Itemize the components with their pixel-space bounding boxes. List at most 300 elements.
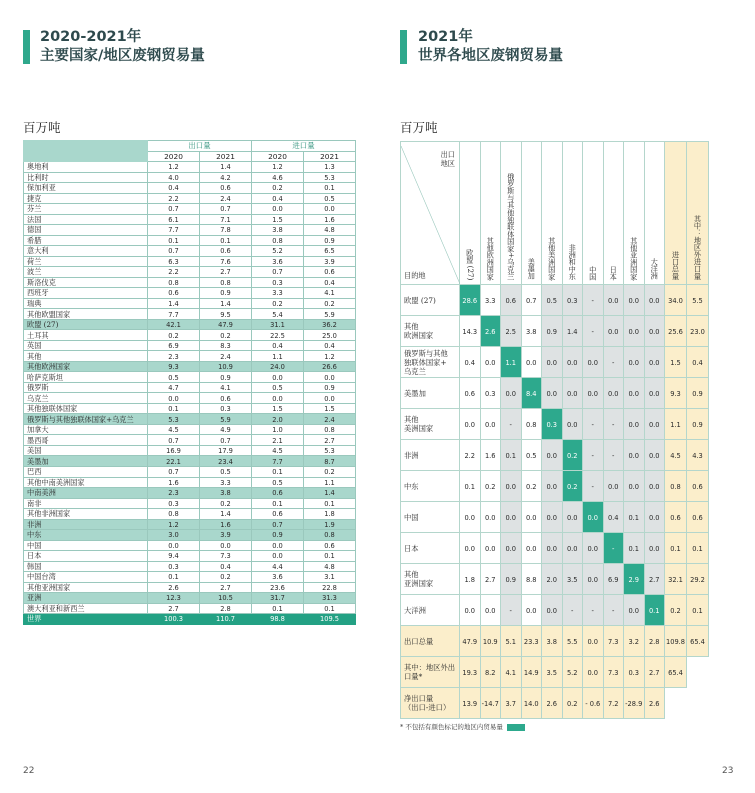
matrix-cell: 3.5 <box>542 657 563 688</box>
value-cell: 3.3 <box>252 288 304 299</box>
value-cell: 2.7 <box>148 603 200 614</box>
value-cell: 0.2 <box>304 298 356 309</box>
matrix-cell: 34.0 <box>665 285 687 316</box>
value-cell: 100.3 <box>148 614 200 625</box>
value-cell: 0.8 <box>304 424 356 435</box>
matrix-cell: 4.5 <box>665 440 687 471</box>
value-cell: 3.6 <box>252 572 304 583</box>
table-row <box>24 466 356 477</box>
value-cell: 0.0 <box>252 540 304 551</box>
value-cell: 3.1 <box>304 572 356 583</box>
table-row <box>24 214 356 225</box>
matrix-cell: 0.0 <box>624 347 645 378</box>
value-cell: 109.5 <box>304 614 356 625</box>
row-label: 中国 <box>401 502 460 533</box>
value-cell: 6.1 <box>148 214 200 225</box>
matrix-row <box>401 564 709 595</box>
export-2021-header: 2021 <box>200 151 252 162</box>
table-row <box>24 498 356 509</box>
matrix-cell: 1.8 <box>460 564 481 595</box>
value-cell: 1.2 <box>304 351 356 362</box>
column-header-label: 进口总量 <box>671 251 681 280</box>
value-cell: 0.5 <box>200 466 252 477</box>
matrix-cell: 3.7 <box>501 688 522 719</box>
value-cell: 6.5 <box>304 246 356 257</box>
value-cell: 1.6 <box>304 214 356 225</box>
matrix-cell: 5.5 <box>562 626 583 657</box>
value-cell: 0.4 <box>304 340 356 351</box>
column-header-label: 其他亚洲国家 <box>629 236 639 280</box>
corner-destination-label: 目的地 <box>404 271 426 280</box>
value-cell: 2.8 <box>200 603 252 614</box>
country-name: 比利时 <box>24 172 148 183</box>
value-cell: 2.1 <box>252 435 304 446</box>
value-cell: 0.3 <box>148 498 200 509</box>
value-cell: 4.1 <box>304 288 356 299</box>
total-row <box>401 688 709 719</box>
value-cell: 0.0 <box>252 393 304 404</box>
matrix-cell: 0.5 <box>521 440 542 471</box>
value-cell: 0.6 <box>304 540 356 551</box>
value-cell: 0.1 <box>148 235 200 246</box>
matrix-cell: 0.0 <box>624 595 645 626</box>
country-name: 日本 <box>24 551 148 562</box>
matrix-row <box>401 502 709 533</box>
matrix-cell: 0.9 <box>542 316 563 347</box>
value-cell: 1.0 <box>252 424 304 435</box>
value-cell: 5.3 <box>304 172 356 183</box>
country-name: 南非 <box>24 498 148 509</box>
row-label: 其他 亚洲国家 <box>401 564 460 595</box>
matrix-cell: - <box>603 595 624 626</box>
value-cell: 5.4 <box>252 309 304 320</box>
export-2020-header: 2020 <box>148 151 200 162</box>
table-row <box>24 235 356 246</box>
corner-exporter-label: 出口 地区 <box>440 150 455 168</box>
left-page-title: 2020-2021年 主要国家/地区废钢贸易量 <box>40 29 205 64</box>
table-row <box>24 509 356 520</box>
matrix-cell: -28.9 <box>624 688 645 719</box>
value-cell: 42.1 <box>148 319 200 330</box>
matrix-cell: 0.0 <box>624 316 645 347</box>
matrix-cell: 0.0 <box>501 502 522 533</box>
matrix-cell: 3.3 <box>480 285 501 316</box>
matrix-cell: 0.9 <box>687 378 709 409</box>
column-header-label: 大洋洲 <box>650 258 660 280</box>
matrix-cell: 0.3 <box>562 285 583 316</box>
matrix-cell: 32.1 <box>665 564 687 595</box>
column-header <box>583 142 604 285</box>
matrix-cell: 0.1 <box>624 502 645 533</box>
value-cell: 31.7 <box>252 593 304 604</box>
matrix-cell: 0.6 <box>687 471 709 502</box>
matrix-cell: 0.0 <box>542 533 563 564</box>
value-cell: 2.4 <box>304 414 356 425</box>
country-name: 瑞典 <box>24 298 148 309</box>
matrix-cell: 29.2 <box>687 564 709 595</box>
value-cell: 22.1 <box>148 456 200 467</box>
value-cell: 0.5 <box>148 372 200 383</box>
country-name: 美墨加 <box>24 456 148 467</box>
value-cell: 2.7 <box>200 267 252 278</box>
value-cell: 1.4 <box>304 488 356 499</box>
table-row <box>24 445 356 456</box>
legend-text: * 不包括有颜色标记的地区内贸易量 <box>400 723 503 731</box>
matrix-cell: 9.3 <box>665 378 687 409</box>
matrix-cell: 0.1 <box>665 533 687 564</box>
column-header <box>460 142 481 285</box>
value-cell: 0.4 <box>148 183 200 194</box>
empty-cell <box>665 688 687 719</box>
matrix-cell: 1.1 <box>665 409 687 440</box>
matrix-cell: 0.6 <box>687 502 709 533</box>
country-name: 中国 <box>24 540 148 551</box>
value-cell: 98.8 <box>252 614 304 625</box>
column-header-label: 其他美洲国家 <box>547 236 557 280</box>
value-cell: 0.0 <box>304 204 356 215</box>
matrix-cell: 0.0 <box>624 285 645 316</box>
matrix-cell: 0.1 <box>687 595 709 626</box>
matrix-cell: - <box>583 595 604 626</box>
matrix-cell: 1.6 <box>480 440 501 471</box>
matrix-cell: 7.2 <box>603 688 624 719</box>
table-row <box>24 614 356 625</box>
matrix-cell: 0.0 <box>562 409 583 440</box>
value-cell: 5.9 <box>304 309 356 320</box>
value-cell: 0.9 <box>304 235 356 246</box>
value-cell: 1.8 <box>304 509 356 520</box>
value-cell: 0.8 <box>252 235 304 246</box>
value-cell: 2.4 <box>200 193 252 204</box>
value-cell: 4.9 <box>200 424 252 435</box>
value-cell: 0.9 <box>200 372 252 383</box>
value-cell: 1.1 <box>252 351 304 362</box>
matrix-cell: 25.6 <box>665 316 687 347</box>
country-name: 土耳其 <box>24 330 148 341</box>
matrix-row <box>401 595 709 626</box>
export-header: 出口量 <box>148 141 252 152</box>
column-header <box>501 142 522 285</box>
value-cell: 0.5 <box>252 477 304 488</box>
legend <box>400 722 525 731</box>
table-row <box>24 193 356 204</box>
left-page-number: 22 <box>23 766 35 776</box>
table-row <box>24 340 356 351</box>
matrix-cell: 10.9 <box>480 626 501 657</box>
column-header-label: 日本 <box>609 265 619 280</box>
matrix-cell: - <box>501 409 522 440</box>
table-row <box>24 298 356 309</box>
matrix-cell: 0.0 <box>521 502 542 533</box>
country-name: 俄罗斯与其他独联体国家+乌克兰 <box>24 414 148 425</box>
table-row <box>24 330 356 341</box>
matrix-cell: 0.4 <box>460 347 481 378</box>
value-cell: 0.0 <box>304 393 356 404</box>
country-name: 中南美洲 <box>24 488 148 499</box>
value-cell: 0.7 <box>148 204 200 215</box>
matrix-cell: 0.1 <box>624 533 645 564</box>
value-cell: 0.2 <box>252 298 304 309</box>
value-cell: 2.2 <box>148 193 200 204</box>
row-label: 出口总量 <box>401 626 460 657</box>
matrix-cell: 28.6 <box>460 285 481 316</box>
country-name: 希腊 <box>24 235 148 246</box>
value-cell: 1.2 <box>148 519 200 530</box>
country-name: 中东 <box>24 530 148 541</box>
matrix-cell: 0.0 <box>562 347 583 378</box>
country-name: 英国 <box>24 340 148 351</box>
value-cell: 0.0 <box>252 372 304 383</box>
matrix-cell: 0.0 <box>542 378 563 409</box>
country-name: 巴西 <box>24 466 148 477</box>
value-cell: 2.7 <box>304 435 356 446</box>
row-label: 其他 美洲国家 <box>401 409 460 440</box>
empty-cell <box>687 657 709 688</box>
value-cell: 4.5 <box>148 424 200 435</box>
value-cell: 0.9 <box>252 530 304 541</box>
value-cell: 0.5 <box>304 193 356 204</box>
column-header <box>542 142 563 285</box>
value-cell: 25.0 <box>304 330 356 341</box>
value-cell: 9.5 <box>200 309 252 320</box>
value-cell: 4.2 <box>200 172 252 183</box>
value-cell: 0.3 <box>200 403 252 414</box>
matrix-cell: 4.3 <box>687 440 709 471</box>
column-header-label: 非洲和中东 <box>568 244 578 280</box>
matrix-cell: 0.0 <box>644 440 665 471</box>
value-cell: 0.0 <box>200 540 252 551</box>
country-name: 西班牙 <box>24 288 148 299</box>
row-label: 俄罗斯与其他 独联体国家+ 乌克兰 <box>401 347 460 378</box>
country-name: 荷兰 <box>24 256 148 267</box>
value-cell: 5.9 <box>200 414 252 425</box>
matrix-cell: 0.0 <box>521 347 542 378</box>
matrix-cell: 5.5 <box>687 285 709 316</box>
column-header-label: 欧盟 (27) <box>465 248 475 280</box>
value-cell: 7.3 <box>200 551 252 562</box>
matrix-cell: 8.8 <box>521 564 542 595</box>
matrix-cell: 0.0 <box>644 533 665 564</box>
matrix-cell: 2.7 <box>644 657 665 688</box>
region-trade-matrix <box>400 141 709 719</box>
matrix-cell: 0.0 <box>501 533 522 564</box>
value-cell: 3.9 <box>304 256 356 267</box>
country-name: 奥地利 <box>24 162 148 173</box>
matrix-cell: 0.0 <box>542 502 563 533</box>
value-cell: 0.0 <box>304 372 356 383</box>
empty-cell <box>687 688 709 719</box>
matrix-cell: 23.3 <box>521 626 542 657</box>
value-cell: 12.3 <box>148 593 200 604</box>
value-cell: 110.7 <box>200 614 252 625</box>
matrix-cell: 0.0 <box>624 440 645 471</box>
matrix-cell: 5.1 <box>501 626 522 657</box>
row-label: 美墨加 <box>401 378 460 409</box>
value-cell: 0.7 <box>148 246 200 257</box>
table-row <box>24 582 356 593</box>
value-cell: 24.0 <box>252 361 304 372</box>
country-name: 加拿大 <box>24 424 148 435</box>
country-name: 斯洛伐克 <box>24 277 148 288</box>
value-cell: 1.5 <box>252 214 304 225</box>
value-cell: 0.2 <box>200 572 252 583</box>
value-cell: 5.3 <box>304 445 356 456</box>
value-cell: 0.0 <box>148 540 200 551</box>
matrix-cell: - <box>603 347 624 378</box>
left-unit-label: 百万吨 <box>23 120 61 135</box>
value-cell: 1.6 <box>148 477 200 488</box>
matrix-row <box>401 316 709 347</box>
matrix-cell: 2.0 <box>542 564 563 595</box>
matrix-cell: 0.2 <box>665 595 687 626</box>
column-header <box>665 142 687 285</box>
matrix-cell: 14.0 <box>521 688 542 719</box>
value-cell: 0.8 <box>200 277 252 288</box>
matrix-cell: 1.1 <box>501 347 522 378</box>
matrix-cell: 14.3 <box>460 316 481 347</box>
column-header <box>687 142 709 285</box>
country-name: 法国 <box>24 214 148 225</box>
table-row <box>24 288 356 299</box>
country-name: 哈萨克斯坦 <box>24 372 148 383</box>
matrix-cell: - <box>583 471 604 502</box>
value-cell: 4.8 <box>304 561 356 572</box>
value-cell: 0.7 <box>148 466 200 477</box>
row-label: 中东 <box>401 471 460 502</box>
import-header: 进口量 <box>252 141 356 152</box>
matrix-cell: 2.7 <box>480 564 501 595</box>
column-header <box>644 142 665 285</box>
matrix-cell: 0.1 <box>687 533 709 564</box>
value-cell: 2.3 <box>148 488 200 499</box>
value-cell: 0.1 <box>304 603 356 614</box>
matrix-cell: 0.4 <box>687 347 709 378</box>
value-cell: 0.4 <box>252 193 304 204</box>
country-name: 其他独联体国家 <box>24 403 148 414</box>
column-header-label: 中国 <box>588 265 598 280</box>
matrix-cell: 2.7 <box>644 564 665 595</box>
matrix-cell: 1.5 <box>665 347 687 378</box>
value-cell: 2.4 <box>200 351 252 362</box>
matrix-cell: 0.0 <box>562 378 583 409</box>
matrix-cell: 0.0 <box>542 471 563 502</box>
country-name: 保加利亚 <box>24 183 148 194</box>
value-cell: 0.7 <box>200 435 252 446</box>
value-cell: 0.3 <box>252 277 304 288</box>
value-cell: 1.4 <box>148 298 200 309</box>
matrix-cell: - <box>603 409 624 440</box>
matrix-cell: 8.4 <box>521 378 542 409</box>
value-cell: 1.5 <box>304 403 356 414</box>
import-2020-header: 2020 <box>252 151 304 162</box>
value-cell: 0.2 <box>252 183 304 194</box>
table-row <box>24 309 356 320</box>
table-row <box>24 204 356 215</box>
matrix-cell: -14.7 <box>480 688 501 719</box>
table-corner <box>24 141 148 162</box>
matrix-cell: 0.0 <box>644 285 665 316</box>
right-accent-bar <box>400 30 407 64</box>
matrix-cell: 5.2 <box>562 657 583 688</box>
matrix-cell: 14.9 <box>521 657 542 688</box>
table-row <box>24 267 356 278</box>
country-name: 波兰 <box>24 267 148 278</box>
country-name: 其他亚洲国家 <box>24 582 148 593</box>
matrix-cell: 0.0 <box>603 471 624 502</box>
value-cell: 4.7 <box>148 382 200 393</box>
matrix-cell: 3.8 <box>521 316 542 347</box>
value-cell: 36.2 <box>304 319 356 330</box>
table-row <box>24 477 356 488</box>
matrix-cell: - <box>583 409 604 440</box>
country-name: 俄罗斯 <box>24 382 148 393</box>
value-cell: 0.4 <box>304 277 356 288</box>
matrix-cell: 0.0 <box>521 533 542 564</box>
table-row <box>24 488 356 499</box>
matrix-cell: 0.0 <box>480 502 501 533</box>
value-cell: 0.8 <box>148 509 200 520</box>
matrix-cell: 2.6 <box>480 316 501 347</box>
value-cell: 0.7 <box>148 435 200 446</box>
matrix-cell: 0.0 <box>644 471 665 502</box>
matrix-cell: 0.0 <box>562 502 583 533</box>
column-header-label: 俄罗斯与其他独联体国家+乌克兰 <box>506 173 516 280</box>
country-name: 澳大利亚和新西兰 <box>24 603 148 614</box>
table-row <box>24 456 356 467</box>
value-cell: 0.6 <box>252 509 304 520</box>
table-row <box>24 603 356 614</box>
matrix-cell: 0.0 <box>583 657 604 688</box>
matrix-cell: 0.3 <box>542 409 563 440</box>
matrix-row <box>401 533 709 564</box>
value-cell: 0.4 <box>252 340 304 351</box>
value-cell: 0.2 <box>200 498 252 509</box>
left-accent-bar <box>23 30 30 64</box>
value-cell: 0.9 <box>304 382 356 393</box>
matrix-cell: - 0.6 <box>583 688 604 719</box>
table-row <box>24 519 356 530</box>
right-unit-label: 百万吨 <box>400 120 438 135</box>
column-header-label: 其中：地区外进口量 <box>693 215 703 280</box>
value-cell: 6.9 <box>148 340 200 351</box>
value-cell: 1.4 <box>200 298 252 309</box>
table-row <box>24 572 356 583</box>
matrix-header-row <box>401 142 709 285</box>
import-2021-header: 2021 <box>304 151 356 162</box>
table-row <box>24 435 356 446</box>
value-cell: 0.1 <box>252 603 304 614</box>
total-row <box>401 626 709 657</box>
matrix-cell: 2.2 <box>460 440 481 471</box>
value-cell: 0.6 <box>200 246 252 257</box>
value-cell: 0.1 <box>304 498 356 509</box>
value-cell: 4.8 <box>304 225 356 236</box>
value-cell: 17.9 <box>200 445 252 456</box>
matrix-cell: 2.6 <box>542 688 563 719</box>
matrix-cell: 0.0 <box>521 595 542 626</box>
country-name: 意大利 <box>24 246 148 257</box>
matrix-cell: 0.3 <box>480 378 501 409</box>
matrix-cell: 0.0 <box>644 378 665 409</box>
value-cell: 0.2 <box>200 330 252 341</box>
matrix-cell: 0.7 <box>521 285 542 316</box>
value-cell: 9.4 <box>148 551 200 562</box>
value-cell: 23.4 <box>200 456 252 467</box>
matrix-cell: 0.0 <box>460 595 481 626</box>
country-scrap-trade-table <box>23 140 356 625</box>
table-row <box>24 393 356 404</box>
table-row <box>24 172 356 183</box>
